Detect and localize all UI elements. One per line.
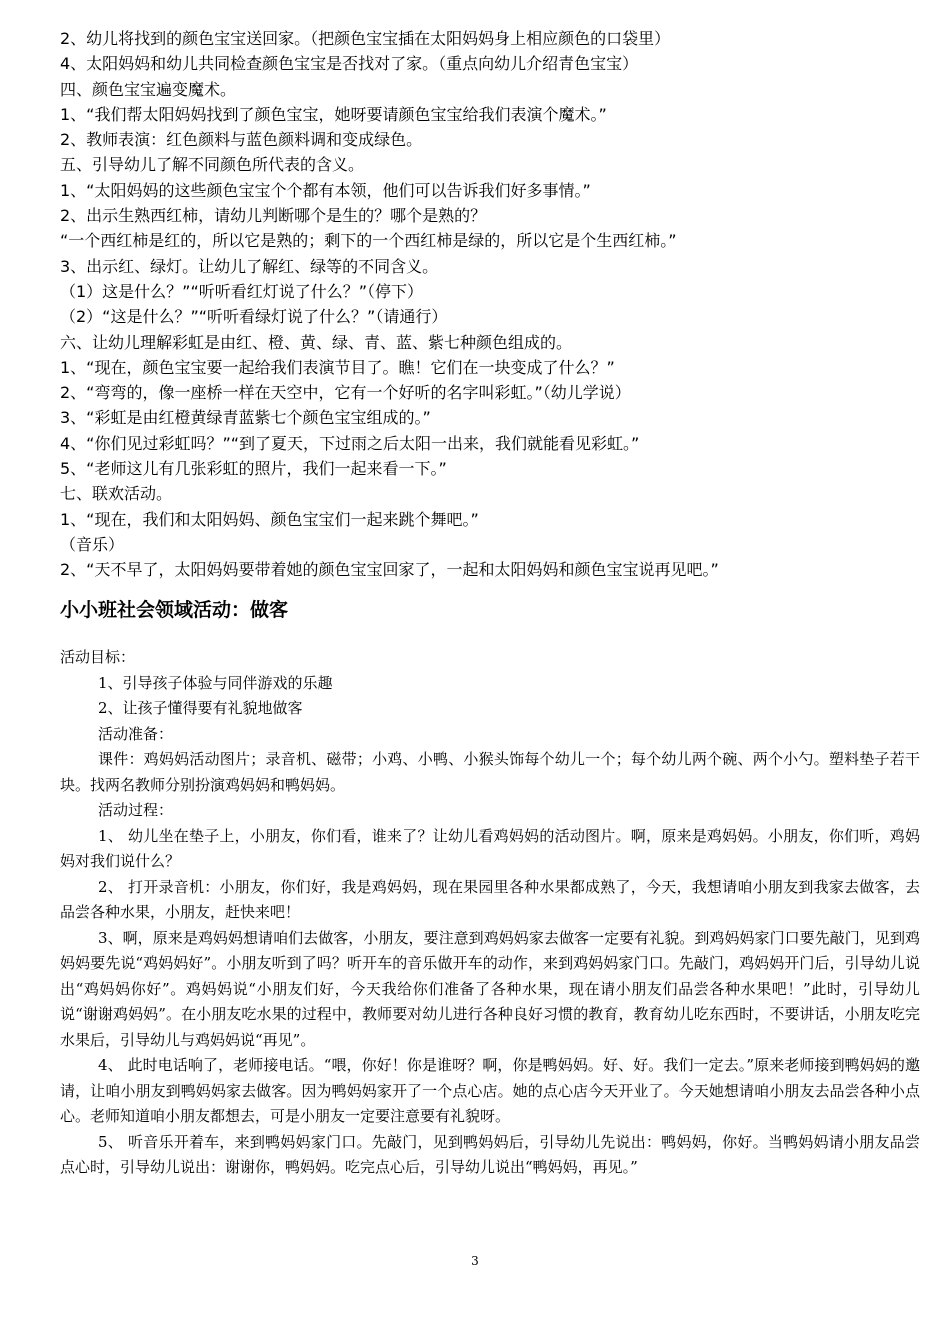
goal-item: 1、引导孩子体验与同伴游戏的乐趣 [98, 673, 333, 692]
lesson-steps [60, 26, 900, 583]
step-line: 1、“我们帮太阳妈妈找到了颜色宝宝，她呀要请颜色宝宝给我们表演个魔术。” [60, 104, 607, 124]
step-line: 2、“天不早了，太阳妈妈要带着她的颜色宝宝回家了，一起和太阳妈妈和颜色宝宝说再见吧。” [60, 560, 719, 580]
process-step: 2、 打开录音机：小朋友，你们好，我是鸡妈妈，现在果园里各种水果都成熟了，今天，我想请咱小朋友到我家去做客，去品尝各种水果，小朋友，赶快来吧！ [60, 877, 920, 921]
process-step: 1、 幼儿坐在垫子上，小朋友，你们看，谁来了？让幼儿看鸡妈妈的活动图片。啊，原来是鸡妈妈。小朋友，你们听，鸡妈妈对我们说什么？ [60, 826, 920, 870]
goal-item: 2、让孩子懂得要有礼貌地做客 [98, 699, 303, 717]
process-step: 3、啊，原来是鸡妈妈想请咱们去做客，小朋友，要注意到鸡妈妈家去做客一定要有礼貌。到鸡妈妈家门口要先敲门，见到鸡妈妈要先说“鸡妈妈好”。小朋友听到了吗？听开车的音乐做开车的动作，来到鸡妈妈家门口。先敲门，鸡妈妈开门后，引导幼儿说出“鸡妈妈你好”。鸡妈妈说“小朋友们好，今天我给你们准备了各种水果，现在请小朋友们品尝各种水果吧！”此时，引导幼儿说“谢谢鸡妈妈”。在小朋友吃水果的过程中，教师要对幼儿进行各种良好习惯的教育，教育幼儿吃东西时，不要讲话，小朋友吃完水果后，引导幼儿与鸡妈妈说“再见”。 [60, 928, 920, 1049]
step-line: 四、颜色宝宝遍变魔术。 [60, 79, 237, 99]
step-line: 七、联欢活动。 [60, 484, 173, 504]
prep-text: 课件：鸡妈妈活动图片；录音机、磁带；小鸡、小鸭、小猴头饰每个幼儿一个；每个幼儿两个碗、两个小勺。塑料垫子若干块。找两名教师分别扮演鸡妈妈和鸭妈妈。 [60, 750, 920, 794]
process-step: 5、 听音乐开着车，来到鸭妈妈家门口。先敲门，见到鸭妈妈后，引导幼儿先说出：鸭妈妈，你好。当鸭妈妈请小朋友品尝点心时，引导幼儿说出：谢谢你，鸭妈妈。吃完点心后，引导幼儿说出“鸭妈妈，再见。” [60, 1132, 920, 1176]
section-body [60, 645, 920, 1181]
section-title: 小小班社会领域活动：做客 [60, 599, 289, 621]
step-line: 1、“现在，颜色宝宝要一起给我们表演节目了。瞧！它们在一块变成了什么？” [60, 357, 615, 377]
prep-label: 活动准备： [98, 724, 174, 743]
step-line: （2）“这是什么？”“听听看绿灯说了什么？”（请通行） [60, 307, 448, 327]
step-line: （1）这是什么？”“听听看红灯说了什么？”（停下） [60, 281, 424, 301]
goal-label: 活动目标： [60, 648, 136, 666]
process-label: 活动过程： [98, 801, 174, 819]
step-line: 4、“你们见过彩虹吗？”“到了夏天，下过雨之后太阳一出来，我们就能看见彩虹。” [60, 433, 640, 453]
page-number: 3 [471, 1254, 479, 1268]
step-line: 2、教师表演：红色颜料与蓝色颜料调和变成绿色。 [60, 130, 423, 150]
step-line: （音乐） [60, 534, 125, 554]
process-step: 4、 此时电话响了，老师接电话。“喂，你好！你是谁呀？啊，你是鸭妈妈。好、好。我们一定去。”原来老师接到鸭妈妈的邀请，让咱小朋友到鸭妈妈家去做客。因为鸭妈妈家开了一个点心店。她的点心店今天开业了。今天她想请咱小朋友去品尝各种小点心。老师知道咱小朋友都想去，可是小朋友一定要注意要有礼貌呀。 [60, 1056, 920, 1125]
step-line: 2、出示生熟西红柿，请幼儿判断哪个是生的？哪个是熟的？ [60, 206, 487, 226]
step-line: 2、幼儿将找到的颜色宝宝送回家。（把颜色宝宝插在太阳妈妈身上相应颜色的口袋里） [60, 29, 671, 48]
step-line: 3、“彩虹是由红橙黄绿青蓝紫七个颜色宝宝组成的。” [60, 408, 431, 428]
step-line: 5、“老师这儿有几张彩虹的照片，我们一起来看一下。” [60, 459, 447, 479]
step-line: 1、“太阳妈妈的这些颜色宝宝个个都有本领，他们可以告诉我们好多事情。” [60, 180, 591, 200]
step-line: 4、太阳妈妈和幼儿共同检查颜色宝宝是否找对了家。（重点向幼儿介绍青色宝宝） [60, 54, 639, 74]
step-line: 五、引导幼儿了解不同颜色所代表的含义。 [60, 155, 365, 175]
step-line: 六、让幼儿理解彩虹是由红、橙、黄、绿、青、蓝、紫七种颜色组成的。 [60, 332, 573, 352]
step-line: 3、出示红、绿灯。让幼儿了解红、绿等的不同含义。 [60, 256, 439, 276]
step-line: “一个西红柿是红的，所以它是熟的；剩下的一个西红柿是绿的，所以它是个生西红柿。” [60, 231, 677, 251]
step-line: 1、“现在，我们和太阳妈妈、颜色宝宝们一起来跳个舞吧。” [60, 509, 479, 529]
step-line: 2、“弯弯的，像一座桥一样在天空中，它有一个好听的名字叫彩虹。”（幼儿学说） [60, 383, 631, 403]
